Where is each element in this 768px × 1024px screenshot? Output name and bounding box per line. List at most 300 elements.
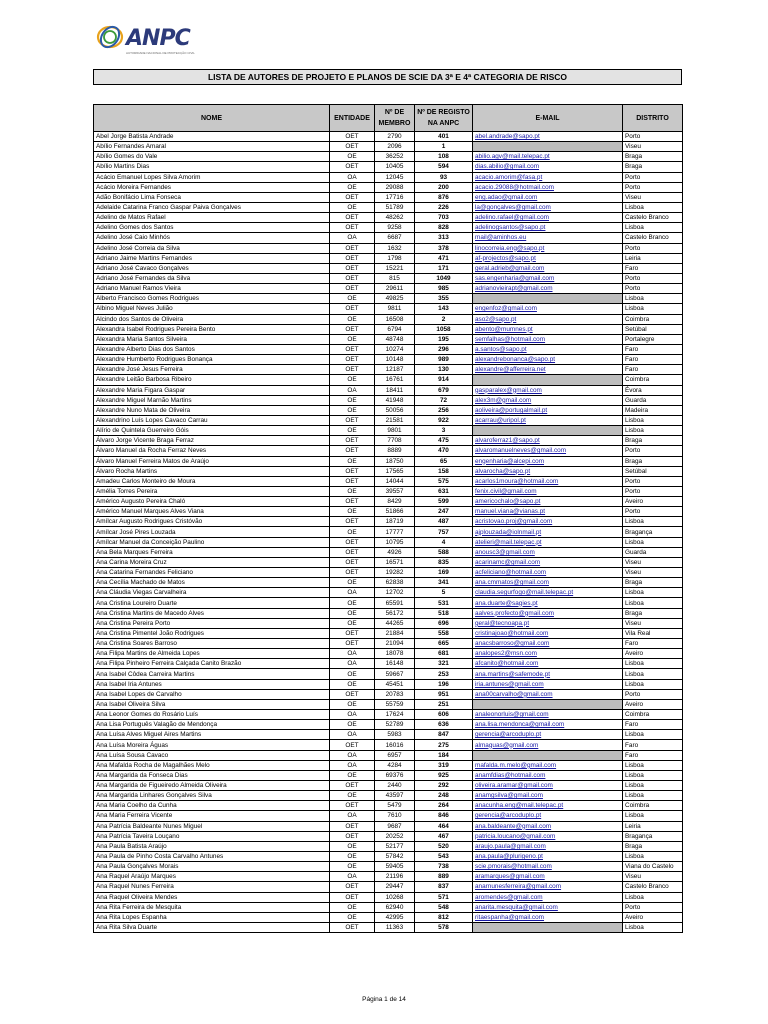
cell-distrito: Braga [623, 436, 683, 446]
cell-membro: 10268 [375, 892, 415, 902]
cell-email[interactable]: analeonorluis@gmail.com [473, 710, 623, 720]
cell-membro: 17716 [375, 192, 415, 202]
cell-registo: 464 [415, 821, 473, 831]
cell-registo: 757 [415, 527, 473, 537]
table-row [94, 263, 683, 273]
table-row [94, 344, 683, 354]
cell-email[interactable]: oliveira.aramar@gmail.com [473, 781, 623, 791]
cell-nome: Abel Jorge Batista Andrade [94, 132, 330, 142]
cell-email[interactable]: almaguas@gmail.com [473, 740, 623, 750]
cell-membro: 16148 [375, 659, 415, 669]
cell-email[interactable]: gasparalex@gmail.com [473, 385, 623, 395]
cell-email[interactable]: acacio.amorim@fasa.pt [473, 172, 623, 182]
cell-email[interactable]: abento@mumnes.pt [473, 324, 623, 334]
cell-nome: Ana Cecília Machado de Matos [94, 578, 330, 588]
cell-registo: 248 [415, 791, 473, 801]
cell-entidade: OE [330, 791, 375, 801]
cell-entidade: OE [330, 486, 375, 496]
table-row [94, 872, 683, 882]
cell-email[interactable]: anacsbarroso@gmail.com [473, 639, 623, 649]
cell-email[interactable]: la@gonçalves@gmail.com [473, 202, 623, 212]
cell-entidade: OET [330, 365, 375, 375]
cell-distrito: Setúbal [623, 466, 683, 476]
cell-entidade: OE [330, 770, 375, 780]
cell-distrito: Castelo Branco [623, 213, 683, 223]
cell-email[interactable]: alexandrebonanca@sapo.pt [473, 355, 623, 365]
cell-email[interactable]: manuel.viana@vianas.pt [473, 507, 623, 517]
cell-entidade: OET [330, 831, 375, 841]
cell-entidade: OET [330, 344, 375, 354]
table-row [94, 628, 683, 638]
cell-membro: 11363 [375, 922, 415, 932]
cell-registo: 292 [415, 781, 473, 791]
cell-email[interactable]: a.santos@sapo.pt [473, 344, 623, 354]
cell-email[interactable]: adrianovieirapt@gmail.com [473, 284, 623, 294]
cell-email[interactable]: alvaroferraz1@sapo.pt [473, 436, 623, 446]
cell-membro: 57842 [375, 851, 415, 861]
cell-membro: 10795 [375, 537, 415, 547]
cell-registo: 558 [415, 628, 473, 638]
cell-email [473, 142, 623, 152]
cell-email[interactable]: anacunha.eng@mail.telepac.pt [473, 801, 623, 811]
cell-nome: Ana Cláudia Viegas Carvalheira [94, 588, 330, 598]
cell-email[interactable]: abilio.agv@mail.telepac.pt [473, 152, 623, 162]
cell-registo: 703 [415, 213, 473, 223]
cell-nome: Amélia Torres Pereira [94, 486, 330, 496]
cell-nome: Ana Paula Batista Araújo [94, 841, 330, 851]
cell-distrito: Lisboa [623, 202, 683, 212]
cell-email[interactable]: dias.abilio@gmail.com [473, 162, 623, 172]
cell-registo: 470 [415, 446, 473, 456]
cell-nome: Álvaro Jorge Vicente Braga Ferraz [94, 436, 330, 446]
cell-email[interactable]: acarrau@uripol.pt [473, 415, 623, 425]
cell-registo: 158 [415, 466, 473, 476]
cell-email[interactable]: anamgsilva@gmail.com [473, 791, 623, 801]
cell-entidade: OE [330, 405, 375, 415]
cell-distrito: Faro [623, 344, 683, 354]
cell-distrito: Aveiro [623, 699, 683, 709]
cell-email[interactable]: af-projectos@sapo.pt [473, 253, 623, 263]
cell-nome: Ana Raquel Araújo Marques [94, 872, 330, 882]
header-entidade: ENTIDADE [330, 105, 375, 132]
cell-distrito: Braga [623, 456, 683, 466]
cell-nome: Ana Margarida Linhares Gonçalves Silva [94, 791, 330, 801]
cell-entidade: OET [330, 446, 375, 456]
cell-membro: 65591 [375, 598, 415, 608]
cell-entidade: OE [330, 608, 375, 618]
cell-distrito: Porto [623, 284, 683, 294]
cell-email[interactable]: cristinajoao@hotmail.com [473, 628, 623, 638]
cell-membro: 6687 [375, 233, 415, 243]
cell-membro: 44265 [375, 618, 415, 628]
cell-entidade: OA [330, 811, 375, 821]
cell-distrito: Viseu [623, 557, 683, 567]
cell-email[interactable]: acacio.29088@hotmail.com [473, 182, 623, 192]
table-row [94, 689, 683, 699]
cell-registo: 251 [415, 699, 473, 709]
cell-email[interactable]: ana00carvalho@gmail.com [473, 689, 623, 699]
cell-membro: 20252 [375, 831, 415, 841]
authors-table [93, 104, 683, 933]
cell-nome: Álvaro Rocha Martins [94, 466, 330, 476]
cell-entidade: OE [330, 841, 375, 851]
cell-membro: 41948 [375, 395, 415, 405]
table-row [94, 527, 683, 537]
table-row [94, 162, 683, 172]
cell-entidade: OA [330, 172, 375, 182]
table-row [94, 740, 683, 750]
cell-email [473, 426, 623, 436]
cell-registo: 93 [415, 172, 473, 182]
cell-email[interactable]: aalves.profecto@gmail.com [473, 608, 623, 618]
cell-registo: 812 [415, 912, 473, 922]
cell-email[interactable]: adelinogsantos@sapo.pt [473, 223, 623, 233]
cell-distrito: Lisboa [623, 781, 683, 791]
cell-email[interactable]: ana.martins@safemode.pt [473, 669, 623, 679]
cell-nome: Alexandre Alberto Dias dos Santos [94, 344, 330, 354]
cell-membro: 36252 [375, 152, 415, 162]
cell-email[interactable]: ana.cmmatos@gmail.com [473, 578, 623, 588]
cell-registo: 313 [415, 233, 473, 243]
cell-nome: Abílio Fernandes Amaral [94, 142, 330, 152]
table-row [94, 182, 683, 192]
cell-distrito: Porto [623, 132, 683, 142]
cell-nome: Álvaro Manuel da Rocha Ferraz Neves [94, 446, 330, 456]
cell-registo: 1 [415, 142, 473, 152]
cell-membro: 9687 [375, 821, 415, 831]
cell-membro: 48262 [375, 213, 415, 223]
cell-registo: 922 [415, 415, 473, 425]
cell-email[interactable]: anarnunesferreira@gmail.com [473, 882, 623, 892]
cell-email[interactable]: aramarques@gmail.com [473, 872, 623, 882]
cell-membro: 52177 [375, 841, 415, 851]
cell-email[interactable]: alexandre@afferreira.net [473, 365, 623, 375]
cell-email[interactable]: engenfoz@gmail.com [473, 304, 623, 314]
cell-nome: Adriano Jaime Martins Fernandes [94, 253, 330, 263]
cell-email[interactable]: scie.pmorais@hotmail.com [473, 862, 623, 872]
cell-registo: 876 [415, 192, 473, 202]
table-row [94, 152, 683, 162]
cell-email[interactable]: eng.adao@gmail.com [473, 192, 623, 202]
cell-entidade: OET [330, 324, 375, 334]
cell-email[interactable]: ana.paula@plurigeno.pt [473, 851, 623, 861]
cell-email[interactable]: geral.adrieb@gmail.com [473, 263, 623, 273]
cell-distrito: Setúbal [623, 324, 683, 334]
cell-email[interactable]: semfalhas@hotmail.com [473, 334, 623, 344]
cell-distrito: Aveiro [623, 912, 683, 922]
cell-email[interactable]: gerencia@arcoduplo.pt [473, 811, 623, 821]
cell-email[interactable]: iria.antunes@gmail.com [473, 679, 623, 689]
cell-distrito: Leiria [623, 821, 683, 831]
cell-registo: 588 [415, 547, 473, 557]
logo-tagline: AUTORIDADE NACIONAL DE PROTECÇÃO CIVIL [126, 51, 195, 55]
cell-registo: 925 [415, 770, 473, 780]
cell-email[interactable]: linocorreia.eng@sapo.pt [473, 243, 623, 253]
cell-nome: Ana Bela Marques Ferreira [94, 547, 330, 557]
cell-entidade: OE [330, 182, 375, 192]
cell-membro: 56172 [375, 608, 415, 618]
cell-email[interactable]: atelieri@mail.telepac.pt [473, 537, 623, 547]
cell-entidade: OE [330, 202, 375, 212]
table-row [94, 730, 683, 740]
cell-membro: 45451 [375, 679, 415, 689]
cell-distrito: Lisboa [623, 730, 683, 740]
cell-email[interactable]: acarinamc@gmail.com [473, 557, 623, 567]
cell-nome: Alexandre Leitão Barbosa Ribeiro [94, 375, 330, 385]
cell-registo: 846 [415, 811, 473, 821]
cell-entidade: OET [330, 142, 375, 152]
cell-email[interactable]: engenharia@alcepi.com [473, 456, 623, 466]
cell-email[interactable]: americochalo@sapo.pt [473, 497, 623, 507]
cell-email[interactable]: alvarocha@sapo.pt [473, 466, 623, 476]
cell-email[interactable]: aromendes@gmail.com [473, 892, 623, 902]
cell-entidade: OET [330, 476, 375, 486]
cell-email[interactable]: gerencia@arcoduplo.pt [473, 730, 623, 740]
cell-nome: Albino Miguel Neves Julião [94, 304, 330, 314]
cell-email[interactable]: aso2@sapo.pt [473, 314, 623, 324]
cell-distrito: Porto [623, 172, 683, 182]
cell-registo: 828 [415, 223, 473, 233]
cell-entidade: OE [330, 862, 375, 872]
cell-email[interactable]: claudia.segurfogo@mail.telepac.pt [473, 588, 623, 598]
cell-email[interactable]: sas.engenharia@gmail.com [473, 273, 623, 283]
cell-registo: 195 [415, 334, 473, 344]
cell-registo: 253 [415, 669, 473, 679]
cell-nome: Alexandre José Jesus Ferreira [94, 365, 330, 375]
table-row [94, 902, 683, 912]
table-row [94, 598, 683, 608]
cell-email[interactable]: abel.andrade@sapo.pt [473, 132, 623, 142]
cell-email[interactable]: ajplouzada@iolnmail.pt [473, 527, 623, 537]
cell-distrito: Viseu [623, 618, 683, 628]
table-row [94, 395, 683, 405]
cell-registo: 835 [415, 557, 473, 567]
cell-email [473, 922, 623, 932]
cell-nome: Alexandra Maria Santos Silveira [94, 334, 330, 344]
cell-membro: 29447 [375, 882, 415, 892]
table-row [94, 294, 683, 304]
cell-entidade: OA [330, 659, 375, 669]
cell-entidade: OET [330, 689, 375, 699]
cell-nome: Amílcar José Pires Louzada [94, 527, 330, 537]
cell-registo: 578 [415, 922, 473, 932]
cell-email[interactable]: araujo.paula@gmail.com [473, 841, 623, 851]
cell-membro: 4926 [375, 547, 415, 557]
cell-entidade: OE [330, 679, 375, 689]
cell-membro: 4284 [375, 760, 415, 770]
table-row [94, 223, 683, 233]
cell-membro: 55759 [375, 699, 415, 709]
cell-entidade: OE [330, 426, 375, 436]
cell-distrito: Lisboa [623, 517, 683, 527]
cell-nome: Alexandre Miguel Marnão Martins [94, 395, 330, 405]
cell-distrito: Lisboa [623, 588, 683, 598]
cell-registo: 543 [415, 851, 473, 861]
cell-email[interactable]: afcanito@hotmail.com [473, 659, 623, 669]
table-header-row [94, 105, 683, 132]
cell-nome: Ana Cristina Martins de Macedo Alves [94, 608, 330, 618]
table-row [94, 811, 683, 821]
table-row [94, 426, 683, 436]
cell-membro: 29611 [375, 284, 415, 294]
cell-nome: Alírio de Quintela Guerreiro Góis [94, 426, 330, 436]
cell-membro: 5479 [375, 801, 415, 811]
cell-nome: Ana Patrícia Taveira Louçano [94, 831, 330, 841]
cell-nome: Ana Mafalda Rocha de Magalhães Melo [94, 760, 330, 770]
table-row [94, 365, 683, 375]
cell-distrito: Porto [623, 507, 683, 517]
cell-membro: 50056 [375, 405, 415, 415]
cell-email[interactable]: alvaromanuelneves@gmail.com [473, 446, 623, 456]
cell-registo: 837 [415, 882, 473, 892]
cell-entidade: OET [330, 355, 375, 365]
table-row [94, 324, 683, 334]
cell-email[interactable]: patricia.loucano@gmail.com [473, 831, 623, 841]
table-row [94, 385, 683, 395]
cell-nome: Américo Manuel Marques Alves Viana [94, 507, 330, 517]
cell-membro: 10148 [375, 355, 415, 365]
cell-membro: 1798 [375, 253, 415, 263]
cell-email[interactable]: fenix.civil@gmail.com [473, 486, 623, 496]
cell-email[interactable]: analopes2@msn.com [473, 649, 623, 659]
cell-registo: 696 [415, 618, 473, 628]
cell-nome: Ana Isabel Lopes de Carvalho [94, 689, 330, 699]
cell-membro: 16571 [375, 557, 415, 567]
cell-nome: Alexandrino Luís Lopes Cavaco Carrau [94, 415, 330, 425]
cell-entidade: OE [330, 851, 375, 861]
cell-nome: Ana Filipa Pinheiro Ferreira Calçada Canito Brazão [94, 659, 330, 669]
cell-nome: Alexandra Isabel Rodrigues Pereira Bento [94, 324, 330, 334]
cell-registo: 738 [415, 862, 473, 872]
cell-distrito: Lisboa [623, 922, 683, 932]
cell-nome: Alberto Francisco Gomes Rodrigues [94, 294, 330, 304]
cell-membro: 51866 [375, 507, 415, 517]
cell-nome: Ana Margarida de Figueiredo Almeida Oliveira [94, 781, 330, 791]
cell-nome: Ana Rita Ferreira de Mesquita [94, 902, 330, 912]
cell-email[interactable]: mafalda.m.melo@gmail.com [473, 760, 623, 770]
cell-nome: Adelino José Caio Minhós [94, 233, 330, 243]
cell-email[interactable]: ana.baldeante@gmail.com [473, 821, 623, 831]
cell-entidade: OET [330, 882, 375, 892]
cell-registo: 571 [415, 892, 473, 902]
cell-email[interactable]: ana.duarte@sagies.pt [473, 598, 623, 608]
cell-distrito: Bragança [623, 527, 683, 537]
cell-registo: 989 [415, 355, 473, 365]
cell-email[interactable]: acarlos1moura@hotmail.com [473, 476, 623, 486]
cell-nome: Ana Raquel Oliveira Mendes [94, 892, 330, 902]
cell-registo: 681 [415, 649, 473, 659]
cell-entidade: OET [330, 517, 375, 527]
cell-registo: 72 [415, 395, 473, 405]
cell-entidade: OE [330, 618, 375, 628]
table-row [94, 659, 683, 669]
table-row [94, 720, 683, 730]
table-row [94, 213, 683, 223]
cell-email[interactable]: ritaespanha@gmail.com [473, 912, 623, 922]
table-row [94, 578, 683, 588]
anpc-emblem-icon [96, 22, 126, 52]
cell-nome: Ana Paula Gonçalves Morais [94, 862, 330, 872]
cell-registo: 951 [415, 689, 473, 699]
table-row [94, 284, 683, 294]
cell-nome: Adelino Gomes dos Santos [94, 223, 330, 233]
cell-membro: 17565 [375, 466, 415, 476]
cell-membro: 20783 [375, 689, 415, 699]
table-row [94, 507, 683, 517]
table-row [94, 446, 683, 456]
table-row [94, 142, 683, 152]
cell-entidade: OET [330, 284, 375, 294]
cell-registo: 321 [415, 659, 473, 669]
cell-email[interactable]: aoliveira@portugalmail.pt [473, 405, 623, 415]
cell-entidade: OET [330, 568, 375, 578]
cell-registo: 184 [415, 750, 473, 760]
cell-membro: 10405 [375, 162, 415, 172]
cell-registo: 143 [415, 304, 473, 314]
table-row [94, 233, 683, 243]
cell-nome: Abílio Martins Dias [94, 162, 330, 172]
cell-email[interactable]: acfeliciano@hotmail.com [473, 568, 623, 578]
cell-entidade: OA [330, 750, 375, 760]
cell-entidade: OE [330, 152, 375, 162]
cell-distrito: Coimbra [623, 314, 683, 324]
cell-email[interactable]: adelino.rafael@gmail.com [473, 213, 623, 223]
cell-registo: 355 [415, 294, 473, 304]
cell-distrito: Viana do Castelo [623, 862, 683, 872]
header-registo: Nº DE REGISTO NA ANPC [415, 105, 473, 132]
cell-email[interactable]: ana.lisa.mendonca@gmail.com [473, 720, 623, 730]
table-row [94, 466, 683, 476]
cell-email[interactable]: alex3m@gmail.com [473, 395, 623, 405]
cell-distrito: Braga [623, 162, 683, 172]
cell-membro: 14044 [375, 476, 415, 486]
cell-distrito: Porto [623, 182, 683, 192]
cell-entidade: OE [330, 314, 375, 324]
cell-nome: Ana Cristina Pimentel João Rodrigues [94, 628, 330, 638]
cell-distrito: Faro [623, 740, 683, 750]
cell-email[interactable]: acristovao.proj@gmail.com [473, 517, 623, 527]
cell-email[interactable]: mail@aminhos.eu [473, 233, 623, 243]
cell-nome: Acácio Emanuel Lopes Silva Amorim [94, 172, 330, 182]
cell-email[interactable]: anarita.mesquita@gmail.com [473, 902, 623, 912]
cell-distrito: Faro [623, 720, 683, 730]
cell-entidade: OE [330, 578, 375, 588]
table-row [94, 253, 683, 263]
cell-membro: 29088 [375, 182, 415, 192]
cell-membro: 59405 [375, 862, 415, 872]
cell-nome: Adriano Manuel Ramos Vieira [94, 284, 330, 294]
cell-registo: 5 [415, 588, 473, 598]
cell-entidade: OET [330, 223, 375, 233]
cell-distrito: Porto [623, 689, 683, 699]
table-row [94, 770, 683, 780]
cell-registo: 475 [415, 436, 473, 446]
cell-email[interactable]: anousc3@gmail.com [473, 547, 623, 557]
cell-membro: 21581 [375, 415, 415, 425]
cell-membro: 62940 [375, 902, 415, 912]
cell-registo: 520 [415, 841, 473, 851]
cell-email[interactable]: anamfdias@hotmail.com [473, 770, 623, 780]
cell-registo: 3 [415, 426, 473, 436]
table-row [94, 192, 683, 202]
cell-registo: 169 [415, 568, 473, 578]
cell-email[interactable]: geral@tecnoapa.pt [473, 618, 623, 628]
cell-nome: Ana Rita Silva Duarte [94, 922, 330, 932]
cell-distrito: Coimbra [623, 710, 683, 720]
cell-membro: 16761 [375, 375, 415, 385]
cell-distrito: Aveiro [623, 649, 683, 659]
cell-entidade: OET [330, 304, 375, 314]
